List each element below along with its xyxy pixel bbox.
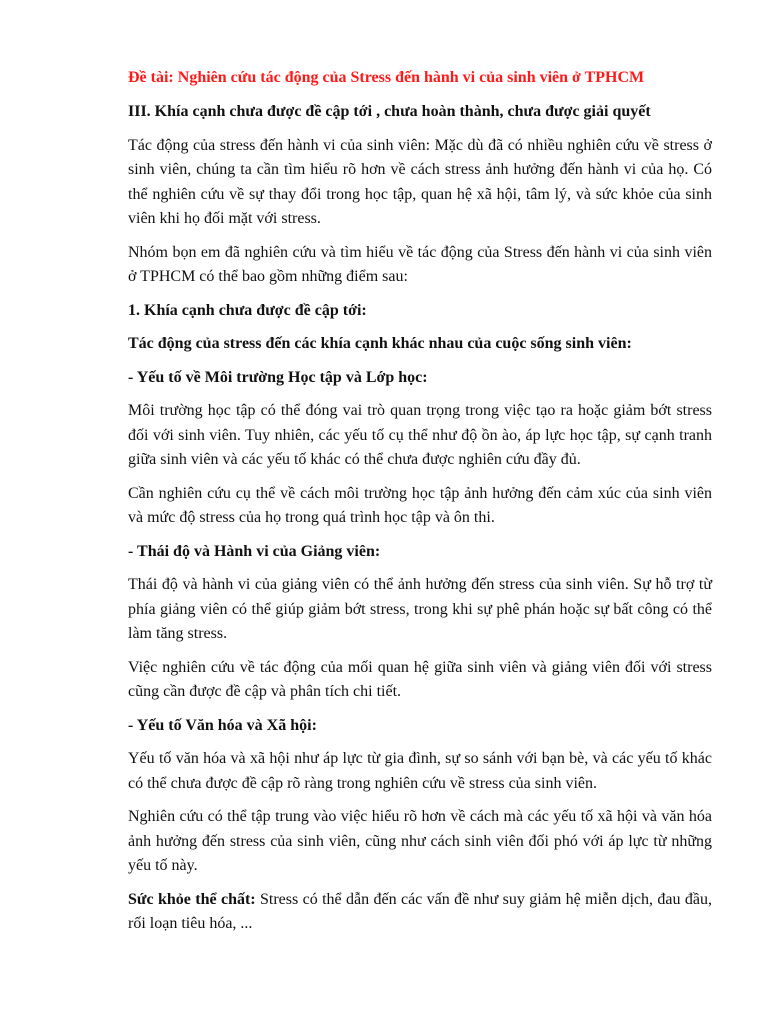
factor-heading-culture-society: - Yếu tố Văn hóa và Xã hội: (128, 716, 317, 734)
section-heading: III. Khía cạnh chưa được đề cập tới , chưa hoàn thành, chưa được giải quyết (128, 103, 651, 120)
document-page (128, 66, 712, 946)
paragraph-physical-health (128, 888, 712, 937)
paragraph-intro-1: Tác động của stress đến hành vi của sinh viên: Mặc dù đã có nhiều nghiên cứu về stress ở sinh viên, chúng ta cần tìm hiểu rõ hơn về cách stress ảnh hưởng đến hành vi của họ. Có thể nghiên cứu về sự thay đổi trong học tập, quan hệ xã hội, tâm lý, và sức khỏe của sinh viên khi họ đối mặt với stress. (128, 136, 712, 227)
paragraph-culture-society-1: Yếu tố văn hóa và xã hội như áp lực từ gia đình, sự so sánh với bạn bè, và các yếu tố khác có thể chưa được đề cập rõ ràng trong nghiên cứu về stress của sinh viên. (128, 750, 712, 792)
factor-heading-lecturer-attitude: - Thái độ và Hành vi của Giảng viên: (128, 542, 381, 560)
physical-health-text: Stress có thể dẫn đến các vấn đề như suy giảm hệ miễn dịch, đau đầu, rối loạn tiêu hóa, ... (128, 890, 712, 932)
physical-health-label: Sức khỏe thể chất: (128, 890, 256, 908)
subheading-aspects-not-covered: 1. Khía cạnh chưa được đề cập tới: (128, 301, 367, 319)
paragraph-intro-2: Nhóm bọn em đã nghiên cứu và tìm hiểu về tác động của Stress đến hành vi của sinh viên ở TPHCM có thể bao gồm những điểm sau: (128, 243, 712, 285)
paragraph-lecturer-attitude-2: Việc nghiên cứu về tác động của mối quan hệ giữa sinh viên và giảng viên đối với stress cũng cần được đề cập và phân tích chi tiết. (128, 658, 712, 700)
paragraph-learning-environment-2: Cần nghiên cứu cụ thể về cách môi trường học tập ảnh hưởng đến cảm xúc của sinh viên và mức độ stress của họ trong quá trình học tập và ôn thi. (128, 484, 712, 526)
subheading-stress-impacts: Tác động của stress đến các khía cạnh khác nhau của cuộc sống sinh viên: (128, 335, 632, 352)
paragraph-learning-environment-1: Môi trường học tập có thể đóng vai trò quan trọng trong việc tạo ra hoặc giảm bớt stress đối với sinh viên. Tuy nhiên, các yếu tố cụ thể như độ ồn ào, áp lực học tập, sự cạnh tranh giữa sinh viên và các yếu tố khác có thể chưa được nghiên cứu đầy đủ. (128, 402, 712, 468)
factor-heading-learning-environment: - Yếu tố về Môi trường Học tập và Lớp học: (128, 368, 428, 386)
document-title: Đề tài: Nghiên cứu tác động của Stress đến hành vi của sinh viên ở TPHCM (128, 69, 645, 86)
paragraph-culture-society-2: Nghiên cứu có thể tập trung vào việc hiểu rõ hơn về cách mà các yếu tố xã hội và văn hóa ảnh hưởng đến stress của sinh viên, cũng như cách sinh viên đối phó với áp lực từ những yếu tố này. (128, 808, 712, 874)
paragraph-lecturer-attitude-1: Thái độ và hành vi của giảng viên có thể ảnh hưởng đến stress của sinh viên. Sự hỗ trợ từ phía giảng viên có thể giúp giảm bớt stress, trong khi sự phê phán hoặc sự bất công có thể làm tăng stress. (128, 576, 712, 642)
